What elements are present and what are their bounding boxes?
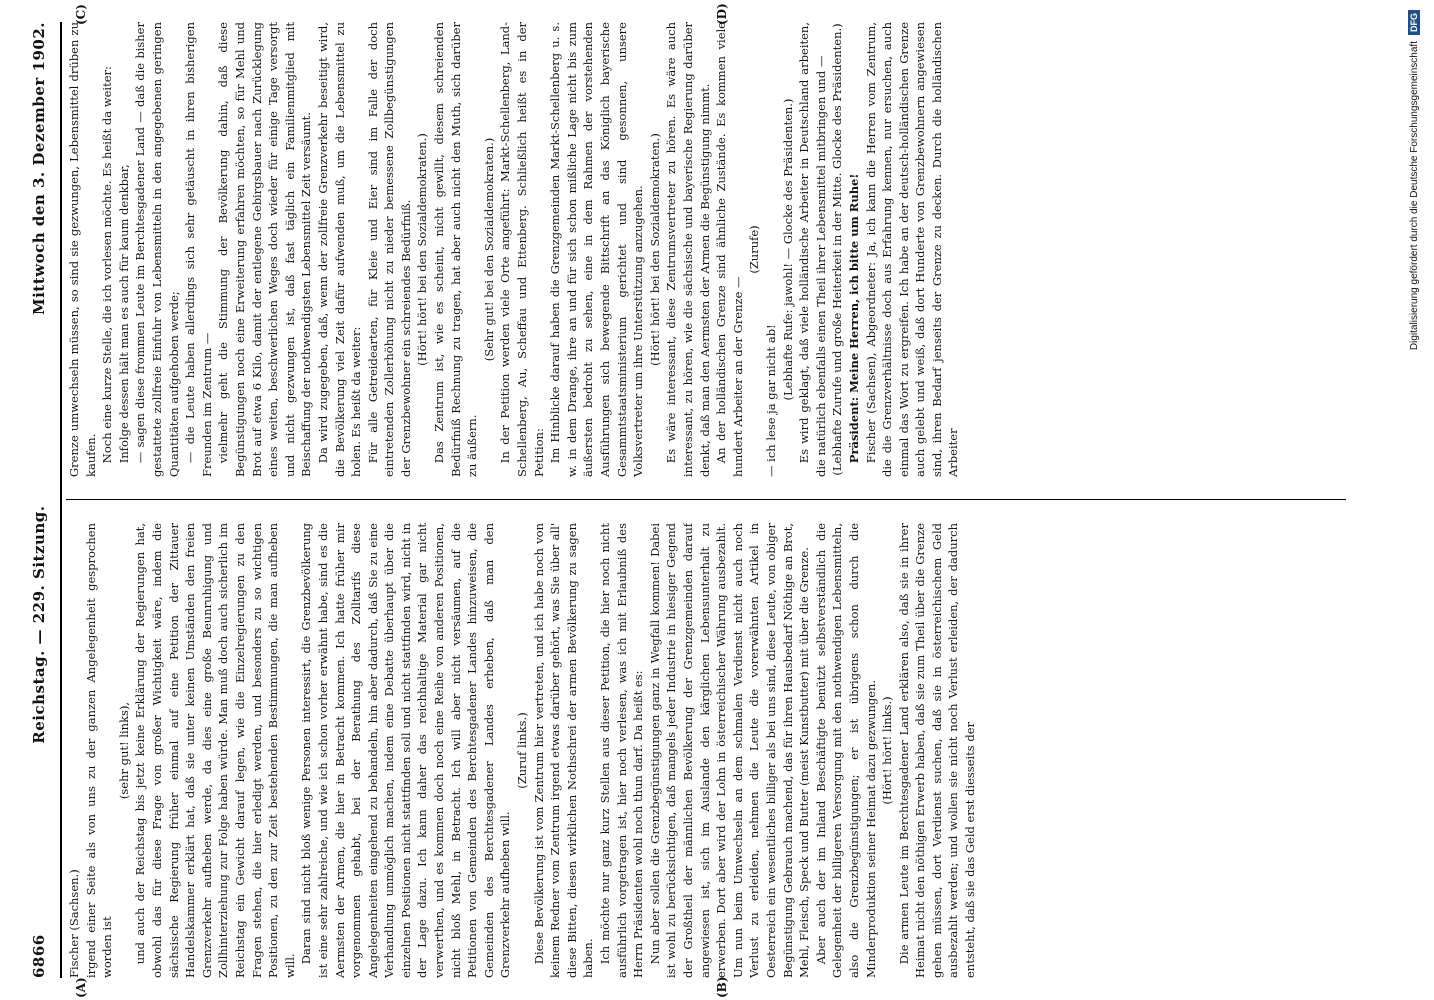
paragraph: Es wird geklagt, daß viele holländische Arbeiter in Deutschland arbeiten, die natürlich ebenfalls einen Theil ihrer Lebensmittel mitbringen und — (797, 22, 828, 477)
header-rule (60, 22, 62, 978)
speaker-line: Fischer (Sachsen.) (67, 869, 81, 978)
paragraph: — sagen diese frommen Leute im Berchtesgadener Land — daß die bisher gestattete zollfreie Einfuhr von Lebensmitteln in den angegebenen geringen Quantitäten aufgehoben werde; (133, 22, 181, 477)
paragraph: — die Leute haben allerdings sich sehr getäuscht in ihren bisherigen Freunden im Zentrum — (183, 22, 214, 477)
paragraph: In der Petition werden viele Orte angeführt: Markt-Schellenberg, Land-Schellenberg, Au, Scheffau und Ettenberg. Schließlich heißt es in der Petition: (498, 22, 546, 477)
quotation: vielmehr geht die Stimmung der Bevölkerung dahin, daß diese Begünstigungen noch eine Erweiterung erfahren möchten, so für Mehl und Brot auf etwa 6 Kilo, damit der entlegene Gebirgsbauer nach Zurücklegung eines weiten, beschwerlichen Weges doch wieder für einige Tage versorgt und nicht gezwungen ist, daß fast täglich ein Familienmitglied mit Beischaffung der nothwendigsten Lebensmittel Zeit versäumt. (216, 22, 314, 477)
dfg-logo-icon: DFG (1408, 10, 1420, 35)
margin-marker-a: (A) (74, 977, 88, 998)
column-divider (66, 499, 1346, 500)
stamp-text: Digitalisierung gefördert durch die Deutsche Forschungsgemeinschaft (1408, 41, 1420, 351)
paragraph: Fischer (Sachsen), Abgeordneter: Ja, ich kann die Herren vom Zentrum, die die Grenzverhältnisse doch aus Erfahrung kennen, nur ersuchen, auch einmal das Wort zu ergreifen. Ich habe an der deutsch-holländischen Grenze auch gelebt und weiß, daß dort Hunderte von Grenzbewohnern angewiesen sind, ihren Bedarf jenseits der Grenze zu decken. Durch die holländischen Arbeiter (863, 22, 961, 477)
paragraph: und auch der Reichstag bis jetzt keine Erklärung der Regierungen hat, obwohl das für diese Frage von großer Wichtigkeit wäre, indem die sächsische Regierung früher einmal auf eine Petition der Zittauer Handelskammer erklärt hat, daß sie unter keinen Umständen den freien Grenzverkehr aufheben werde, da dies eine große Beunruhigung und Zollhinterziehung zur Folge haben würde. Man muß doch auch sicherlich im Reichstag ein Gewicht darauf legen, wie die Einzelregierungen zu den Fragen stehen, die hier erledigt werden, und besonders zu so wichtigen Positionen, zu den zur Zeit bestehenden Bestimmungen, die man aufheben will. (133, 523, 297, 978)
paragraph: Da wird zugegeben, daß, wenn der zollfreie Grenzverkehr beseitigt wird, die Bevölkerung viel Zeit dafür aufwenden muß, um die Lebensmittel zu holen. Es heißt da weiter: (315, 22, 364, 477)
page-number: 6866 (30, 934, 48, 978)
interjection: (Hört! hört! bei den Sozialdemokraten.) (415, 133, 430, 366)
paragraph: Es wäre interessant, diese Zentrumsvertreter zu hören. Es wäre auch interessant, zu hören, wie die sächsische und bayerische Regierung darüber denkt, daß man den Aermsten der Armen die Begünstigung nimmt. (664, 22, 712, 477)
margin-marker-c: (C) (74, 4, 88, 25)
interjection: (Lebhafte Rufe: jawohl! — Glocke des Präsidenten.) (780, 98, 795, 401)
right-column (66, 22, 1356, 477)
quotation: Im Hinblicke darauf haben die Grenzgemeinden Markt-Schellenberg u. s. w. in dem Drange, ihre an und für sich schon mißliche Lage nicht bis zum äußersten bedroht zu sehen, eine in dem Rahmen der vorstehenden Ausführungen sich bewegende Bittschrift an das Königlich bayerische Gesammtstaatsministerium gerichtet und sind gesonnen, unsere Volksvertreter um ihre Unterstützung anzugehen. (548, 22, 646, 477)
paragraph: irgend einer Seite als von uns zu der ganzen Angelegenheit gesprochen worden ist (83, 523, 115, 978)
quotation: Infolge dessen hält man es auch für kaum denkbar, (116, 164, 131, 464)
interjection: (sehr gut! links), (116, 701, 131, 800)
interjection: (Hört! hört! links.) (880, 696, 895, 805)
paragraph: Die armen Leute im Berchtesgadener Land erklären also, daß sie in ihrer Heimat nicht den nöthigen Erwerb haben, daß sie zum Theil über die Grenze gehen müssen, dort Verdienst suchen, daß sie in österreichischem Geld ausbezahlt werden; und wollen sie nicht noch Verlust erleiden, der dadurch entsteht, daß sie das Geld erst diesseits der (896, 523, 978, 978)
paragraph: Daran sind nicht bloß wenige Personen interessirt, die Grenzbevölkerung ist eine sehr zahlreiche, und wie ich schon vorher erwähnt habe, sind es die Aermsten der Armen, die hier in Betracht kommen. Ich hatte früher mir vorgenommen gehabt, bei der Berathung des Zolltarifs diese Angelegenheiten eingehend zu behandeln, hin aber dadurch, daß Sie zu eine Verhandlung unmöglich machen, indem eine Debatte überhaupt über die einzelnen Positionen nicht stattfinden soll und nicht stattfinden wird, nicht in der Lage dazu. Ich kann daher das reichhaltige Material gar nicht verwerthen, und es kommen doch noch eine Reihe von anderen Positionen, nicht bloß Mehl, in Betracht. Ich will aber nicht versäumen, auf die Petitionen von Gemeinden des Berchtesgadener Landes hinzuweisen, die Gemeinden des Berchtesgadener Landes erheben, daß man den Grenzverkehr aufheben will. (299, 523, 513, 978)
interjection: (Hört! hört! bei den Sozialdemokraten.) (647, 133, 662, 366)
paragraph: Das Zentrum ist, wie es scheint, nicht gewillt, diesem schreienden Bedürfniß Rechnung zu tragen, hat aber auch nicht den Muth, sich darüber zu äußern. (432, 22, 480, 477)
interjection: (Zurufe) (747, 225, 762, 274)
interjection: (Lebhafte Zurufe und große Heiterkeit in der Mitte. Glocke des Präsidenten.) (830, 23, 845, 476)
interjection: (Sehr gut! bei den Sozialdemokraten.) (481, 137, 496, 362)
quotation: Für alle Getreidearten, für Kleie und Eier sind im Falle der doch eintretenden Zollerhöhung nicht zu nieder bemessene Zollbegünstigungen der Grenzbewohner ein schreiendes Bedürfniß. (365, 22, 413, 477)
page-date: Mittwoch den 3. Dezember 1902. (30, 22, 48, 315)
quotation: Nun aber sollen die Grenzbegünstigungen ganz in Wegfall kommen! Dabei ist wohl zu berücksichtigen, daß mangels jeder Industrie in hiesiger Gegend der Großtheil der männlichen Bevölkerung der Grenzgemeinden darauf angewiesen ist, sich im Auslande den kärglichen Lebensunterhalt zu erwerben. Dort aber wird der Lohn in österreichischer Währung ausbezahlt. Um nun beim Umwechseln an dem schmalen Verdienst nicht auch noch Verlust zu erleiden, nehmen die Leute die vorerwähnten Artikel in Oesterreich ein wesentliches billiger als bei uns sind, diese Leute, von obiger Begünstigung Gebrauch machend, das für ihren Hausbedarf Nöthige an Brot, Mehl, Fleisch, Speck und Butter (meist Kunstbutter) mit über die Grenze. (647, 523, 812, 978)
president-line: Präsident: Meine Herren, ich bitte um Ruhe! (846, 173, 861, 464)
margin-marker-b: (B) (715, 976, 729, 998)
paragraph: Grenze umwechseln müssen, so sind sie gezwungen, Lebensmittel drüben zu kaufen. (67, 22, 98, 477)
paragraph: Ich möchte nur ganz kurz Stellen aus dieser Petition, die hier noch nicht ausführlich vorgetragen ist, hier noch verlesen, was ich mit Erlaubniß des Herrn Präsidenten wohl noch thun darf. Da heißt es: (598, 523, 646, 978)
paragraph: Noch eine kurze Stelle, die ich vorlesen möchte. Es heißt da weiter: (100, 66, 115, 464)
paragraph: An der holländischen Grenze sind ähnliche Zustände. Es kommen viele hundert Arbeiter an der Grenze — (714, 22, 745, 477)
paragraph: Diese Bevölkerung ist vom Zentrum hier vertreten, und ich habe noch von keinem Redner vom Zentrum irgend etwas darüber gehört, was Sie über all' diese Bitten, diesen wirklichen Nothschrei der armen Bevölkerung zu sagen haben. (531, 523, 596, 978)
interjection: (Zuruf links.) (515, 712, 530, 789)
quotation: Aber auch der im Inland Beschäftigte benützt selbstverständlich die Gelegenheit der billigeren Versorgung mit den nothwendigen Lebensmitteln, also die Grenzbegünstigungen; er ist übrigens schon durch die Minderproduktion seiner Heimat dazu gezwungen. (813, 523, 878, 978)
page-header (0, 22, 48, 978)
digitization-stamp (1398, 0, 1424, 1000)
left-column (66, 523, 1356, 978)
paragraph: — ich lese ja gar nicht ab! (763, 324, 778, 477)
margin-marker-d: (D) (715, 3, 729, 25)
page-title: Reichstag. — 229. Sitzung. (30, 505, 48, 744)
